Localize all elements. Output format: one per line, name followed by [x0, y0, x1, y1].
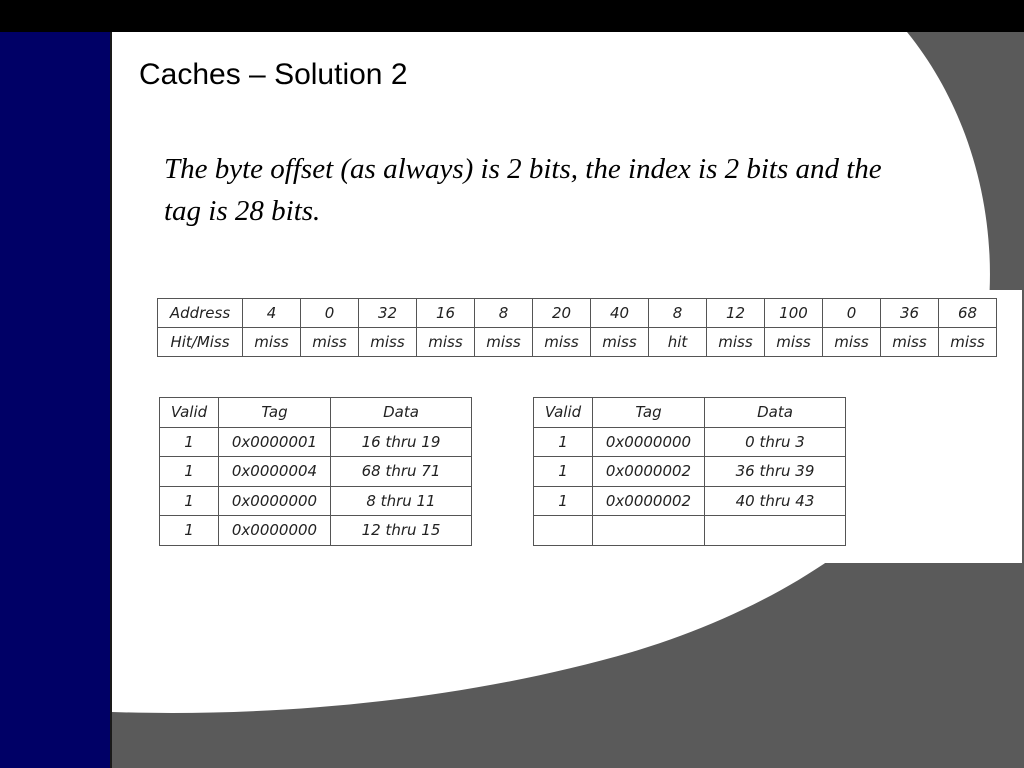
address-cell: 12: [707, 299, 765, 328]
address-cell: 4: [243, 299, 301, 328]
valid-cell: 1: [534, 457, 593, 487]
address-cell: 32: [359, 299, 417, 328]
result-cell: miss: [939, 328, 997, 357]
address-cell: 0: [823, 299, 881, 328]
tag-cell: 0x0000004: [219, 457, 331, 487]
address-row: [158, 299, 997, 328]
result-cell: miss: [533, 328, 591, 357]
hit-miss-label: Hit/Miss: [158, 328, 243, 357]
address-cell: 16: [417, 299, 475, 328]
data-cell: 12 thru 15: [331, 516, 472, 546]
address-cell: 8: [475, 299, 533, 328]
result-cell: miss: [707, 328, 765, 357]
table-header-row: [160, 398, 472, 428]
table-row: [160, 486, 472, 516]
data-cell: 68 thru 71: [331, 457, 472, 487]
address-cell: 36: [881, 299, 939, 328]
result-cell: miss: [243, 328, 301, 357]
result-cell: hit: [649, 328, 707, 357]
top-bar: [0, 0, 1024, 32]
result-cell: miss: [301, 328, 359, 357]
tag-cell: 0x0000000: [593, 427, 705, 457]
data-cell: 36 thru 39: [705, 457, 846, 487]
body-text: The byte offset (as always) is 2 bits, the index is 2 bits and the tag is 28 bits.: [164, 153, 882, 227]
sidebar-band: [0, 32, 112, 768]
data-cell: 40 thru 43: [705, 486, 846, 516]
page-title: Caches – Solution 2: [139, 58, 408, 91]
address-table: [157, 298, 997, 357]
result-cell: miss: [359, 328, 417, 357]
address-cell: 40: [591, 299, 649, 328]
result-cell: miss: [765, 328, 823, 357]
valid-cell: 1: [534, 427, 593, 457]
tag-cell: 0x0000000: [219, 486, 331, 516]
table-row: [534, 486, 846, 516]
column-header-data: Data: [331, 398, 472, 428]
column-header-data: Data: [705, 398, 846, 428]
tag-cell: 0x0000002: [593, 457, 705, 487]
column-header-tag: Tag: [593, 398, 705, 428]
valid-cell: 1: [160, 516, 219, 546]
address-cell: 0: [301, 299, 359, 328]
valid-cell: 1: [534, 486, 593, 516]
tag-cell: 0x0000001: [219, 427, 331, 457]
data-cell: 8 thru 11: [331, 486, 472, 516]
tag-cell: 0x0000002: [593, 486, 705, 516]
result-cell: miss: [591, 328, 649, 357]
data-cell: [705, 516, 846, 546]
address-cell: 68: [939, 299, 997, 328]
data-cell: 0 thru 3: [705, 427, 846, 457]
cache-table-left: [159, 397, 472, 546]
table-row: [534, 457, 846, 487]
table-row: [534, 427, 846, 457]
result-cell: miss: [823, 328, 881, 357]
result-cell: miss: [881, 328, 939, 357]
valid-cell: 1: [160, 486, 219, 516]
result-cell: miss: [475, 328, 533, 357]
table-header-row: [534, 398, 846, 428]
hit-miss-row: [158, 328, 997, 357]
address-cell: 20: [533, 299, 591, 328]
column-header-tag: Tag: [219, 398, 331, 428]
tag-cell: 0x0000000: [219, 516, 331, 546]
table-row: [160, 427, 472, 457]
address-label: Address: [158, 299, 243, 328]
cache-table-right: [533, 397, 846, 546]
column-header-valid: Valid: [534, 398, 593, 428]
valid-cell: 1: [160, 457, 219, 487]
column-header-valid: Valid: [160, 398, 219, 428]
valid-cell: 1: [160, 427, 219, 457]
table-row: [160, 457, 472, 487]
tag-cell: [593, 516, 705, 546]
valid-cell: [534, 516, 593, 546]
address-cell: 100: [765, 299, 823, 328]
table-row: [534, 516, 846, 546]
table-row: [160, 516, 472, 546]
address-cell: 8: [649, 299, 707, 328]
result-cell: miss: [417, 328, 475, 357]
data-cell: 16 thru 19: [331, 427, 472, 457]
